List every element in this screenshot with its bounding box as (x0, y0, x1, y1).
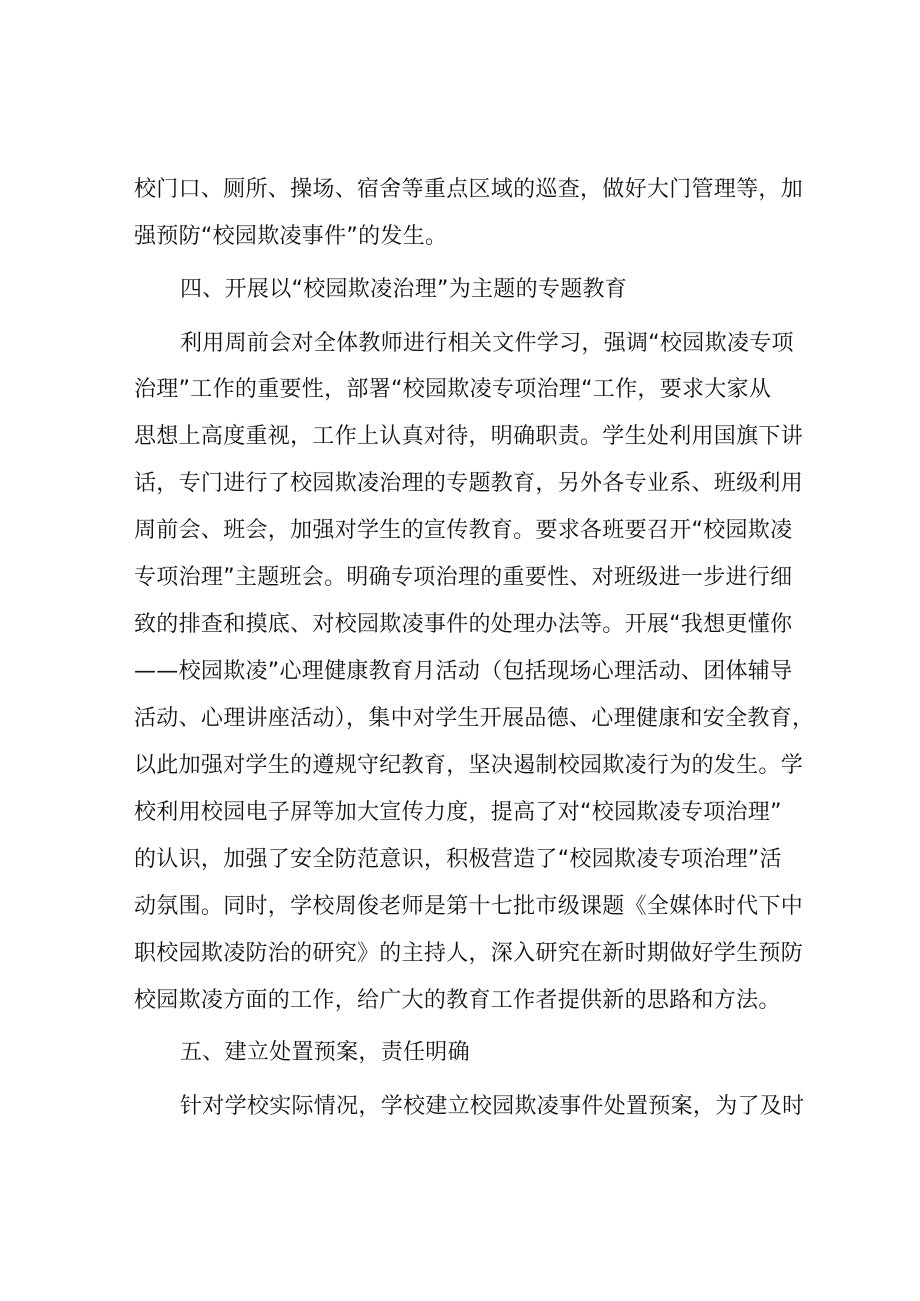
text-line-16: 动氛围。同时，学校周俊老师是第十七批市级课题《全媒体时代下中 (134, 894, 804, 919)
text-line-15: 的认识，加强了安全防范意识，积极营造了“校园欺凌专项治理”活 (134, 847, 782, 872)
text-line-10: 致的排查和摸底、对校园欺凌事件的处理办法等。开展“我想更懂你 (134, 612, 793, 637)
text-line-1: 校门口、厕所、操场、宿舍等重点区域的巡查，做好大门管理等，加 (134, 177, 804, 202)
text-line-9: 专项治理”主题班会。明确专项治理的重要性、对班级进一步进行细 (134, 565, 793, 590)
text-line-2: 强预防“校园欺凌事件”的发生。 (134, 224, 448, 249)
text-line-5: 治理”工作的重要性，部署“校园欺凌专项治理“工作，要求大家从 (134, 377, 772, 402)
text-line-6: 思想上高度重视，工作上认真对待，明确职责。学生处利用国旗下讲 (134, 424, 804, 449)
text-line-20: 针对学校实际情况，学校建立校园欺凌事件处置预案，为了及时 (180, 1094, 805, 1119)
text-line-18: 校园欺凌方面的工作，给广大的教育工作者提供新的思路和方法。 (134, 988, 781, 1013)
text-line-11: ——校园欺凌”心理健康教育月活动（包括现场心理活动、团体辅导 (134, 659, 793, 684)
section-heading-4: 四、开展以“校园欺凌治理”为主题的专题教育 (180, 277, 628, 302)
section-heading-5: 五、建立处置预案，责任明确 (180, 1040, 470, 1065)
text-line-13: 以此加强对学生的遵规守纪教育，坚决遏制校园欺凌行为的发生。学 (134, 753, 804, 778)
text-line-7: 话，专门进行了校园欺凌治理的专题教育，另外各专业系、班级利用 (134, 471, 804, 496)
text-line-4: 利用周前会对全体教师进行相关文件学习，强调“校园欺凌专项 (180, 331, 794, 356)
text-line-12: 活动、心理讲座活动），集中对学生开展品德、心理健康和安全教育， (134, 706, 815, 731)
text-line-17: 职校园欺凌防治的研究》的主持人，深入研究在新时期做好学生预防 (134, 941, 804, 966)
text-line-8: 周前会、班会，加强对学生的宣传教育。要求各班要召开“校园欺凌 (134, 518, 793, 543)
text-line-14: 校利用校园电子屏等加大宣传力度，提高了对“校园欺凌专项治理” (134, 800, 782, 825)
